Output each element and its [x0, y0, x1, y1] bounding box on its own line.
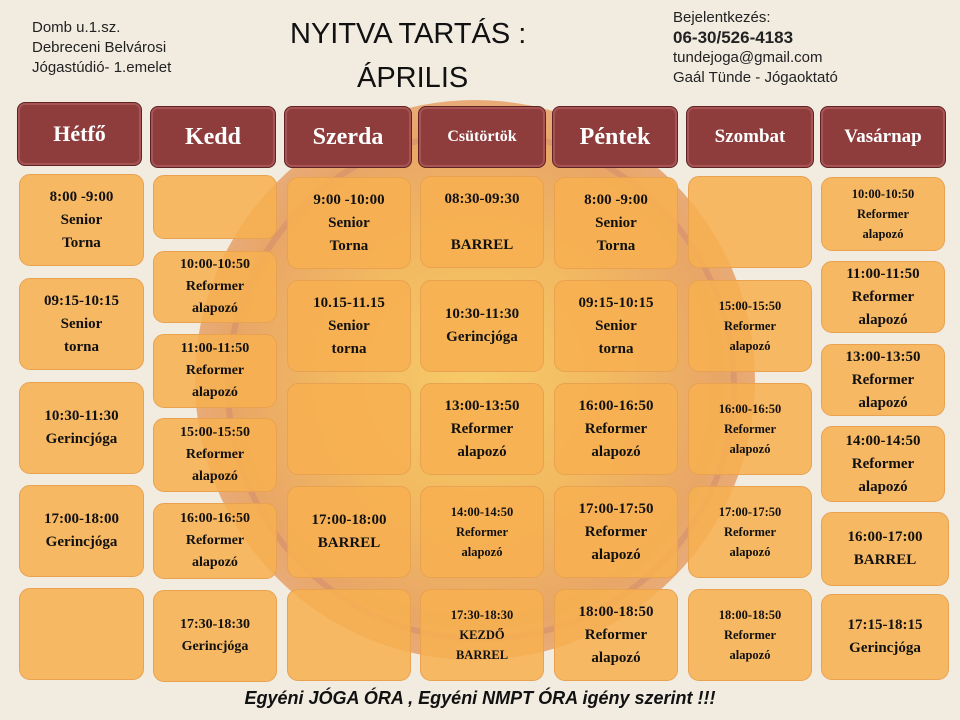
contact-email[interactable]: tundejoga@gmail.com	[673, 49, 823, 66]
class-slot-hetfo	[19, 588, 144, 680]
class-slot-pentek: 18:00-18:50 Reformer alapozó	[554, 589, 678, 681]
class-slot-hetfo: 10:30-11:30 Gerincjóga	[19, 382, 144, 474]
class-slot-kedd	[153, 175, 277, 239]
class-slot-pentek: 16:00-16:50 Reformer alapozó	[554, 383, 678, 475]
class-slot-pentek: 8:00 -9:00 Senior Torna	[554, 177, 678, 269]
class-slot-csutortok: 13:00-13:50 Reformer alapozó	[420, 383, 544, 475]
day-header-csutortok: Csütörtök	[418, 106, 546, 168]
class-slot-csutortok: 10:30-11:30 Gerincjóga	[420, 280, 544, 372]
class-slot-kedd: 15:00-15:50 Reformer alapozó	[153, 418, 277, 492]
class-slot-csutortok: 17:30-18:30 KEZDŐ BARREL	[420, 589, 544, 681]
class-slot-szerda	[287, 589, 411, 681]
class-slot-kedd: 10:00-10:50 Reformer alapozó	[153, 251, 277, 323]
page-title	[290, 12, 540, 100]
class-slot-kedd: 17:30-18:30 Gerincjóga	[153, 590, 277, 682]
class-slot-csutortok: 08:30-09:30 BARREL	[420, 176, 544, 268]
class-slot-szombat	[688, 176, 812, 268]
footer-note: Egyéni JÓGA ÓRA , Egyéni NMPT ÓRA igény szerint !!!	[244, 688, 716, 708]
class-slot-vasarnap: 16:00-17:00 BARREL	[821, 512, 949, 586]
class-slot-vasarnap: 11:00-11:50 Reformer alapozó	[821, 261, 945, 333]
contact-phone[interactable]: 06-30/526-4183	[673, 28, 794, 47]
address-line: Domb u.1.sz.	[32, 19, 121, 36]
day-header-hetfo: Hétfő	[17, 102, 142, 166]
class-slot-vasarnap: 17:15-18:15 Gerincjóga	[821, 594, 949, 680]
title-line-2: ÁPRILIS	[357, 62, 469, 94]
class-slot-szombat: 18:00-18:50 Reformer alapozó	[688, 589, 812, 681]
class-slot-szerda	[287, 383, 411, 475]
class-slot-vasarnap: 10:00-10:50 Reformer alapozó	[821, 177, 945, 251]
class-slot-szerda: 10.15-11.15 Senior torna	[287, 280, 411, 372]
contact-info	[673, 8, 838, 88]
class-slot-hetfo: 8:00 -9:00 Senior Torna	[19, 174, 144, 266]
class-slot-hetfo: 17:00-18:00 Gerincjóga	[19, 485, 144, 577]
class-slot-vasarnap: 13:00-13:50 Reformer alapozó	[821, 344, 945, 416]
class-slot-szombat: 16:00-16:50 Reformer alapozó	[688, 383, 812, 475]
class-slot-csutortok: 14:00-14:50 Reformer alapozó	[420, 486, 544, 578]
title-line-1: NYITVA TARTÁS :	[290, 18, 527, 50]
class-slot-hetfo: 09:15-10:15 Senior torna	[19, 278, 144, 370]
day-header-pentek: Péntek	[552, 106, 678, 168]
address-line: Jógastúdió- 1.emelet	[32, 59, 172, 76]
class-slot-szombat: 15:00-15:50 Reformer alapozó	[688, 280, 812, 372]
day-header-szombat: Szombat	[686, 106, 814, 168]
class-slot-kedd: 11:00-11:50 Reformer alapozó	[153, 334, 277, 408]
class-slot-kedd: 16:00-16:50 Reformer alapozó	[153, 503, 277, 579]
class-slot-szerda: 9:00 -10:00 Senior Torna	[287, 177, 411, 269]
contact-name: Gaál Tünde - Jógaoktató	[673, 69, 838, 86]
class-slot-pentek: 09:15-10:15 Senior torna	[554, 280, 678, 372]
day-header-kedd: Kedd	[150, 106, 276, 168]
day-header-szerda: Szerda	[284, 106, 412, 168]
studio-address	[32, 18, 171, 78]
class-slot-szombat: 17:00-17:50 Reformer alapozó	[688, 486, 812, 578]
class-slot-szerda: 17:00-18:00 BARREL	[287, 486, 411, 578]
contact-label: Bejelentkezés:	[673, 9, 771, 26]
class-slot-pentek: 17:00-17:50 Reformer alapozó	[554, 486, 678, 578]
class-slot-vasarnap: 14:00-14:50 Reformer alapozó	[821, 426, 945, 502]
day-header-vasarnap: Vasárnap	[820, 106, 946, 168]
address-line: Debreceni Belvárosi	[32, 39, 167, 56]
